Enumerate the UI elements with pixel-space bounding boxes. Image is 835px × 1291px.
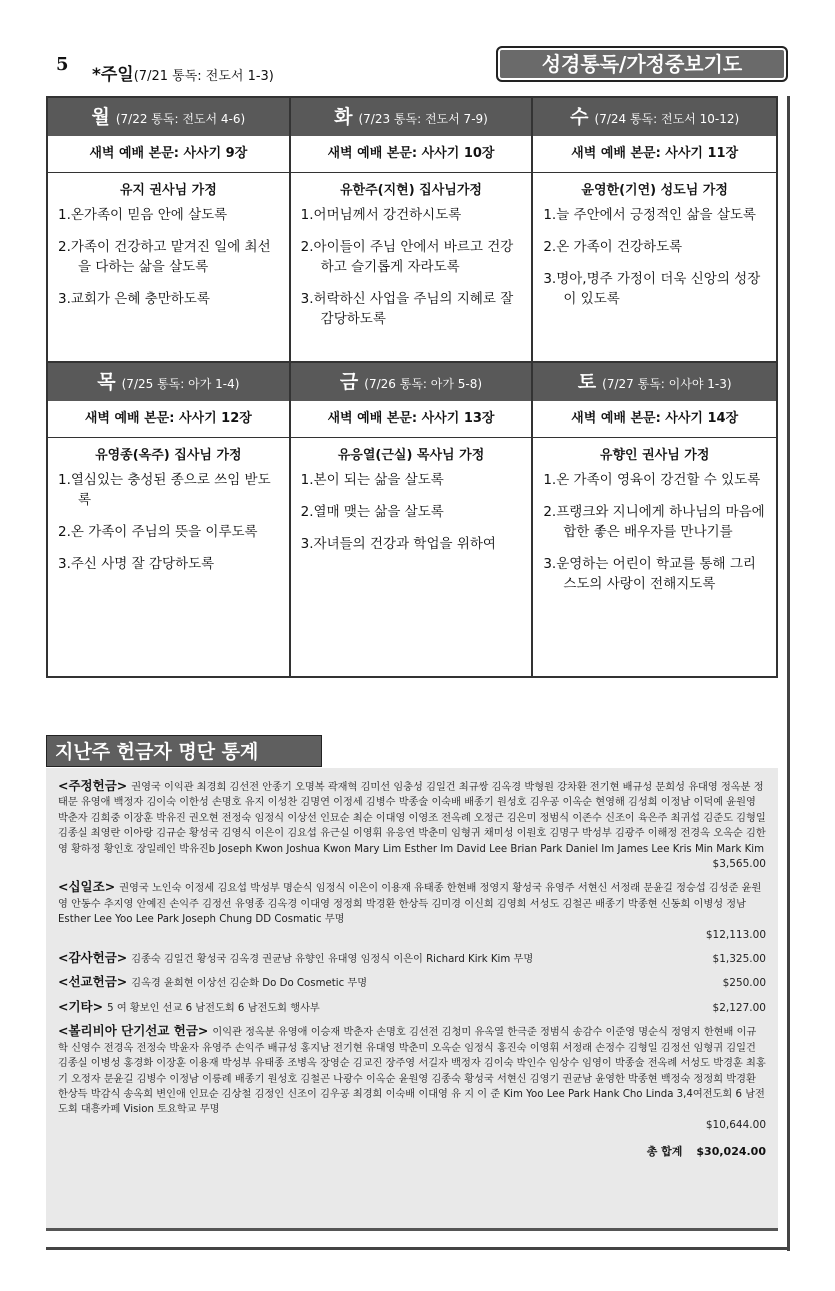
- prayer-item: 3.교회가 은혜 충만하도록: [58, 291, 210, 307]
- day-header: [291, 363, 532, 401]
- offering-names: 권영국 노인숙 이정세 김요섭 박성부 명순식 임정식 이은이 이용재 유태종 한현배 정영지 황성국 유영주 서현신 서정래 문윤길 정승섭 김성준 윤원영 안동수 추지영 안예진 손익주 김정선 유영종 김옥경 이대영 정정희 박경환 한상득 김미경 이신희 김영희 서성도 김철곤 배종기 박종현 신동희 이병성 정남 Esther Lee Yoo Lee Park Joseph Chung DD Cosmatic 무명: [58, 883, 762, 926]
- prayer-body: [291, 438, 532, 676]
- offering-amount: $250.00: [722, 977, 766, 990]
- sunday-label: *주일: [92, 65, 134, 85]
- day-header: [48, 363, 289, 401]
- prayer-list: [291, 464, 532, 554]
- total-amount: $30,024.00: [696, 1145, 766, 1159]
- prayer-item: 2.온 가족이 건강하도록: [543, 239, 683, 255]
- prayer-item: 1.온가족이 믿음 안에 살도록: [58, 207, 228, 223]
- offering-section: [58, 879, 766, 943]
- prayer-body: [533, 173, 776, 361]
- sermon-text: 새벽 예배 본문: 사사기 11장: [533, 136, 776, 173]
- bottom-edge-line: [46, 1247, 790, 1250]
- offering-names: 김옥경 윤희현 이상선 김순화 Do Do Cosmetic 무명: [131, 978, 368, 990]
- offering-label: <선교헌금>: [58, 974, 128, 990]
- day-name: 수: [570, 106, 589, 128]
- offering-label: <주정헌금>: [58, 778, 128, 793]
- day-header: [291, 98, 532, 136]
- grand-total: [58, 1143, 766, 1159]
- day-cell: [533, 98, 776, 361]
- day-cell: [533, 361, 776, 676]
- family-name: 유향인 권사님 가정: [599, 448, 710, 463]
- prayer-item: 2.온 가족이 주님의 뜻을 이루도록: [58, 524, 258, 540]
- sermon-text: 새벽 예배 본문: 사사기 9장: [48, 136, 289, 173]
- page-number: 5: [56, 54, 69, 75]
- day-reading: (7/24 통독: 전도서 10-12): [594, 112, 740, 126]
- day-cell: [291, 98, 534, 361]
- day-name: 토: [577, 371, 597, 393]
- prayer-body: [291, 173, 532, 361]
- offering-label: <볼리비아 단기선교 헌금>: [58, 1023, 209, 1039]
- offering-label: <감사헌금>: [58, 950, 128, 966]
- prayer-item: 1.온 가족이 영육이 강건할 수 있도록: [543, 472, 761, 488]
- prayer-item: 3.운영하는 어린이 학교를 통해 그리스도의 사랑이 전해지도록: [543, 556, 756, 592]
- offering-amount: $1,325.00: [712, 953, 766, 966]
- prayer-item: 2.열매 맺는 삶을 살도록: [300, 504, 444, 520]
- sermon-text: 새벽 예배 본문: 사사기 10장: [291, 136, 532, 173]
- prayer-list: [48, 464, 289, 574]
- offering-amount: $12,113.00: [705, 928, 766, 941]
- prayer-item: 1.늘 주안에서 긍정적인 삶을 살도록: [543, 207, 756, 223]
- prayer-item: 3.명아,명주 가정이 더욱 신앙의 성장이 있도록: [543, 271, 761, 307]
- family-name: 유응열(근실) 목사님 가정: [337, 448, 485, 463]
- sunday-reading: [92, 60, 274, 85]
- day-reading: (7/23 통독: 전도서 7-9): [358, 112, 488, 126]
- offering-section: [58, 778, 766, 872]
- day-reading: (7/27 통독: 이사야 1-3): [602, 377, 732, 391]
- total-label: 총 합계: [646, 1145, 683, 1159]
- day-header: [48, 98, 289, 136]
- sermon-text: 새벽 예배 본문: 사사기 12장: [48, 401, 289, 438]
- family-name: 유영종(옥주) 집사님 가정: [95, 448, 242, 463]
- right-edge-line: [787, 96, 790, 1251]
- day-reading: (7/22 통독: 전도서 4-6): [115, 112, 246, 126]
- prayer-body: [48, 173, 289, 361]
- day-header: [533, 98, 776, 136]
- prayer-body: [533, 438, 776, 676]
- offering-names: 권영국 이익관 최경희 김선전 안종기 오명복 곽재혁 김미선 임충성 김일건 최규쌍 김옥경 박형원 강차환 전기현 배규성 문희성 유대영 정옥분 정태문 유영애 백정자 김이숙 이한성 손명호 유지 이성찬 김명연 이정세 김병수 박종술 이숙배 배종기 원성호 김우공 이옥순 현영해 김성희 이정남 이덕예 윤원영 박춘자 김희중 이장훈 박유진 권오현 전정숙 임정식 이상선 인묘순 최순 이대영 이영조 전옥례 오정근 김은미 정범식 이존수 신조이 육은주 최귀섭 김준도 김형일 김종실 최영란 이아랑 김규순 황성국 김영식 이은이 김요섭 유근실 이영휘 유응연 박춘미 임형귀 채미성 이원호 김명구 박성부 김광주 이해정 전경옥 오옥순 김한영 황하정 황인호 장일레인 박유진b Joseph Kwon Joshua Kwon Mary Lim Esther Im David Lee Brian Park Daniel Im James Lee Kris Min Mark Kim: [58, 782, 766, 855]
- prayer-item: 3.허락하신 사업을 주님의 지혜로 잘 감당하도록: [300, 291, 514, 327]
- prayer-item: 2.프랭크와 지니에게 하나님의 마음에 합한 좋은 배우자를 만나기를: [543, 504, 765, 540]
- day-name: 목: [97, 371, 116, 393]
- prayer-item: 2.가족이 건강하고 맡겨진 일에 최선을 다하는 삶을 살도록: [58, 239, 271, 275]
- day-name: 화: [334, 106, 353, 128]
- prayer-item: 1.열심있는 충성된 종으로 쓰임 받도록: [58, 472, 271, 508]
- prayer-list: [291, 199, 532, 329]
- section-banner: 성경통독/가정중보기도: [496, 46, 788, 82]
- offering-section: [58, 1023, 766, 1133]
- day-cell: [48, 98, 291, 361]
- offering-label: <십일조>: [58, 879, 116, 895]
- sermon-text: 새벽 예배 본문: 사사기 14장: [533, 401, 776, 438]
- sunday-detail: (7/21 통독: 전도서 1-3): [133, 69, 274, 84]
- offering-names: 5 여 황보인 선교 6 남전도회 6 남전도회 행사부: [107, 1002, 320, 1014]
- prayer-item: 3.주신 사명 잘 감당하도록: [58, 556, 215, 572]
- stats-title: 지난주 헌금자 명단 통계: [46, 735, 322, 767]
- prayer-list: [533, 464, 776, 594]
- prayer-list: [533, 199, 776, 309]
- offering-amount: $3,565.00: [712, 858, 766, 871]
- day-name: 월: [91, 106, 110, 128]
- day-cell: [48, 361, 291, 676]
- family-name: 유지 권사님 가정: [119, 183, 217, 198]
- prayer-body: [48, 438, 289, 676]
- day-header: [533, 363, 776, 401]
- sermon-text: 새벽 예배 본문: 사사기 13장: [291, 401, 532, 438]
- prayer-grid: [46, 96, 778, 678]
- day-cell: [291, 361, 534, 676]
- offering-section: [58, 974, 766, 991]
- day-name: 금: [339, 371, 359, 393]
- offering-amount: $10,644.00: [705, 1118, 766, 1131]
- offering-section: [58, 999, 766, 1016]
- prayer-item: 1.본이 되는 삶을 살도록: [300, 472, 444, 488]
- day-reading: (7/26 통독: 아가 5-8): [364, 377, 483, 391]
- offering-names: 김종숙 김일건 황성국 김옥경 권균남 유향인 유대영 임정식 이은이 Richard Kirk Kim 무명: [131, 954, 534, 966]
- family-name: 유한주(지현) 집사님가정: [339, 183, 482, 198]
- offering-stats: [46, 768, 778, 1231]
- family-name: 윤영한(기연) 성도님 가정: [581, 183, 728, 198]
- offering-label: <기타>: [58, 998, 104, 1014]
- prayer-item: 3.자녀들의 건강과 학업을 위하여: [300, 536, 496, 552]
- prayer-item: 1.어머님께서 강건하시도록: [300, 207, 462, 223]
- day-reading: (7/25 통독: 아가 1-4): [121, 377, 240, 391]
- offering-section: [58, 950, 766, 967]
- prayer-list: [48, 199, 289, 309]
- offering-names: 이익관 정옥분 유영애 이승재 박춘자 손명호 김선전 김청미 유옥열 한극준 정범식 송감수 이준영 명순식 정영지 한현배 이규학 신영수 전경옥 전정숙 박윤자 유영주 손익주 배규성 홍지남 전기현 유대영 박춘미 오옥순 임정식 홍진숙 이영휘 서정래 손정수 김형일 김정선 임형귀 김일건 김종실 이병성 홍경화 이장훈 이용재 박성부 유태종 조병옥 장영순 김교진 장주영 서길자 백정자 김이숙 박인수 임상수 임영이 박종술 전옥례 서성도 박경훈 최홍기 오정자 문윤길 김병수 이정남 이릉례 배종기 원성호 김철곤 나광수 이옥순 윤원영 김종숙 황성국 서현신 김영기 권균남 윤영한 박종현 백정숙 정정희 박경환 한상득 박감식 송옥희 변인애 인묘순 김상철 김정인 신조이 김우공 최경희 이숙배 이대영 유 지 이 준 Kim Yoo Lee Park Hank Cho Linda 3,4여전도회 6 남전도회 대흥카페 Vision 토요학교 무명: [58, 1027, 766, 1116]
- offering-amount: $2,127.00: [712, 1001, 766, 1014]
- prayer-item: 2.아이들이 주님 안에서 바르고 건강하고 슬기롭게 자라도록: [300, 239, 514, 275]
